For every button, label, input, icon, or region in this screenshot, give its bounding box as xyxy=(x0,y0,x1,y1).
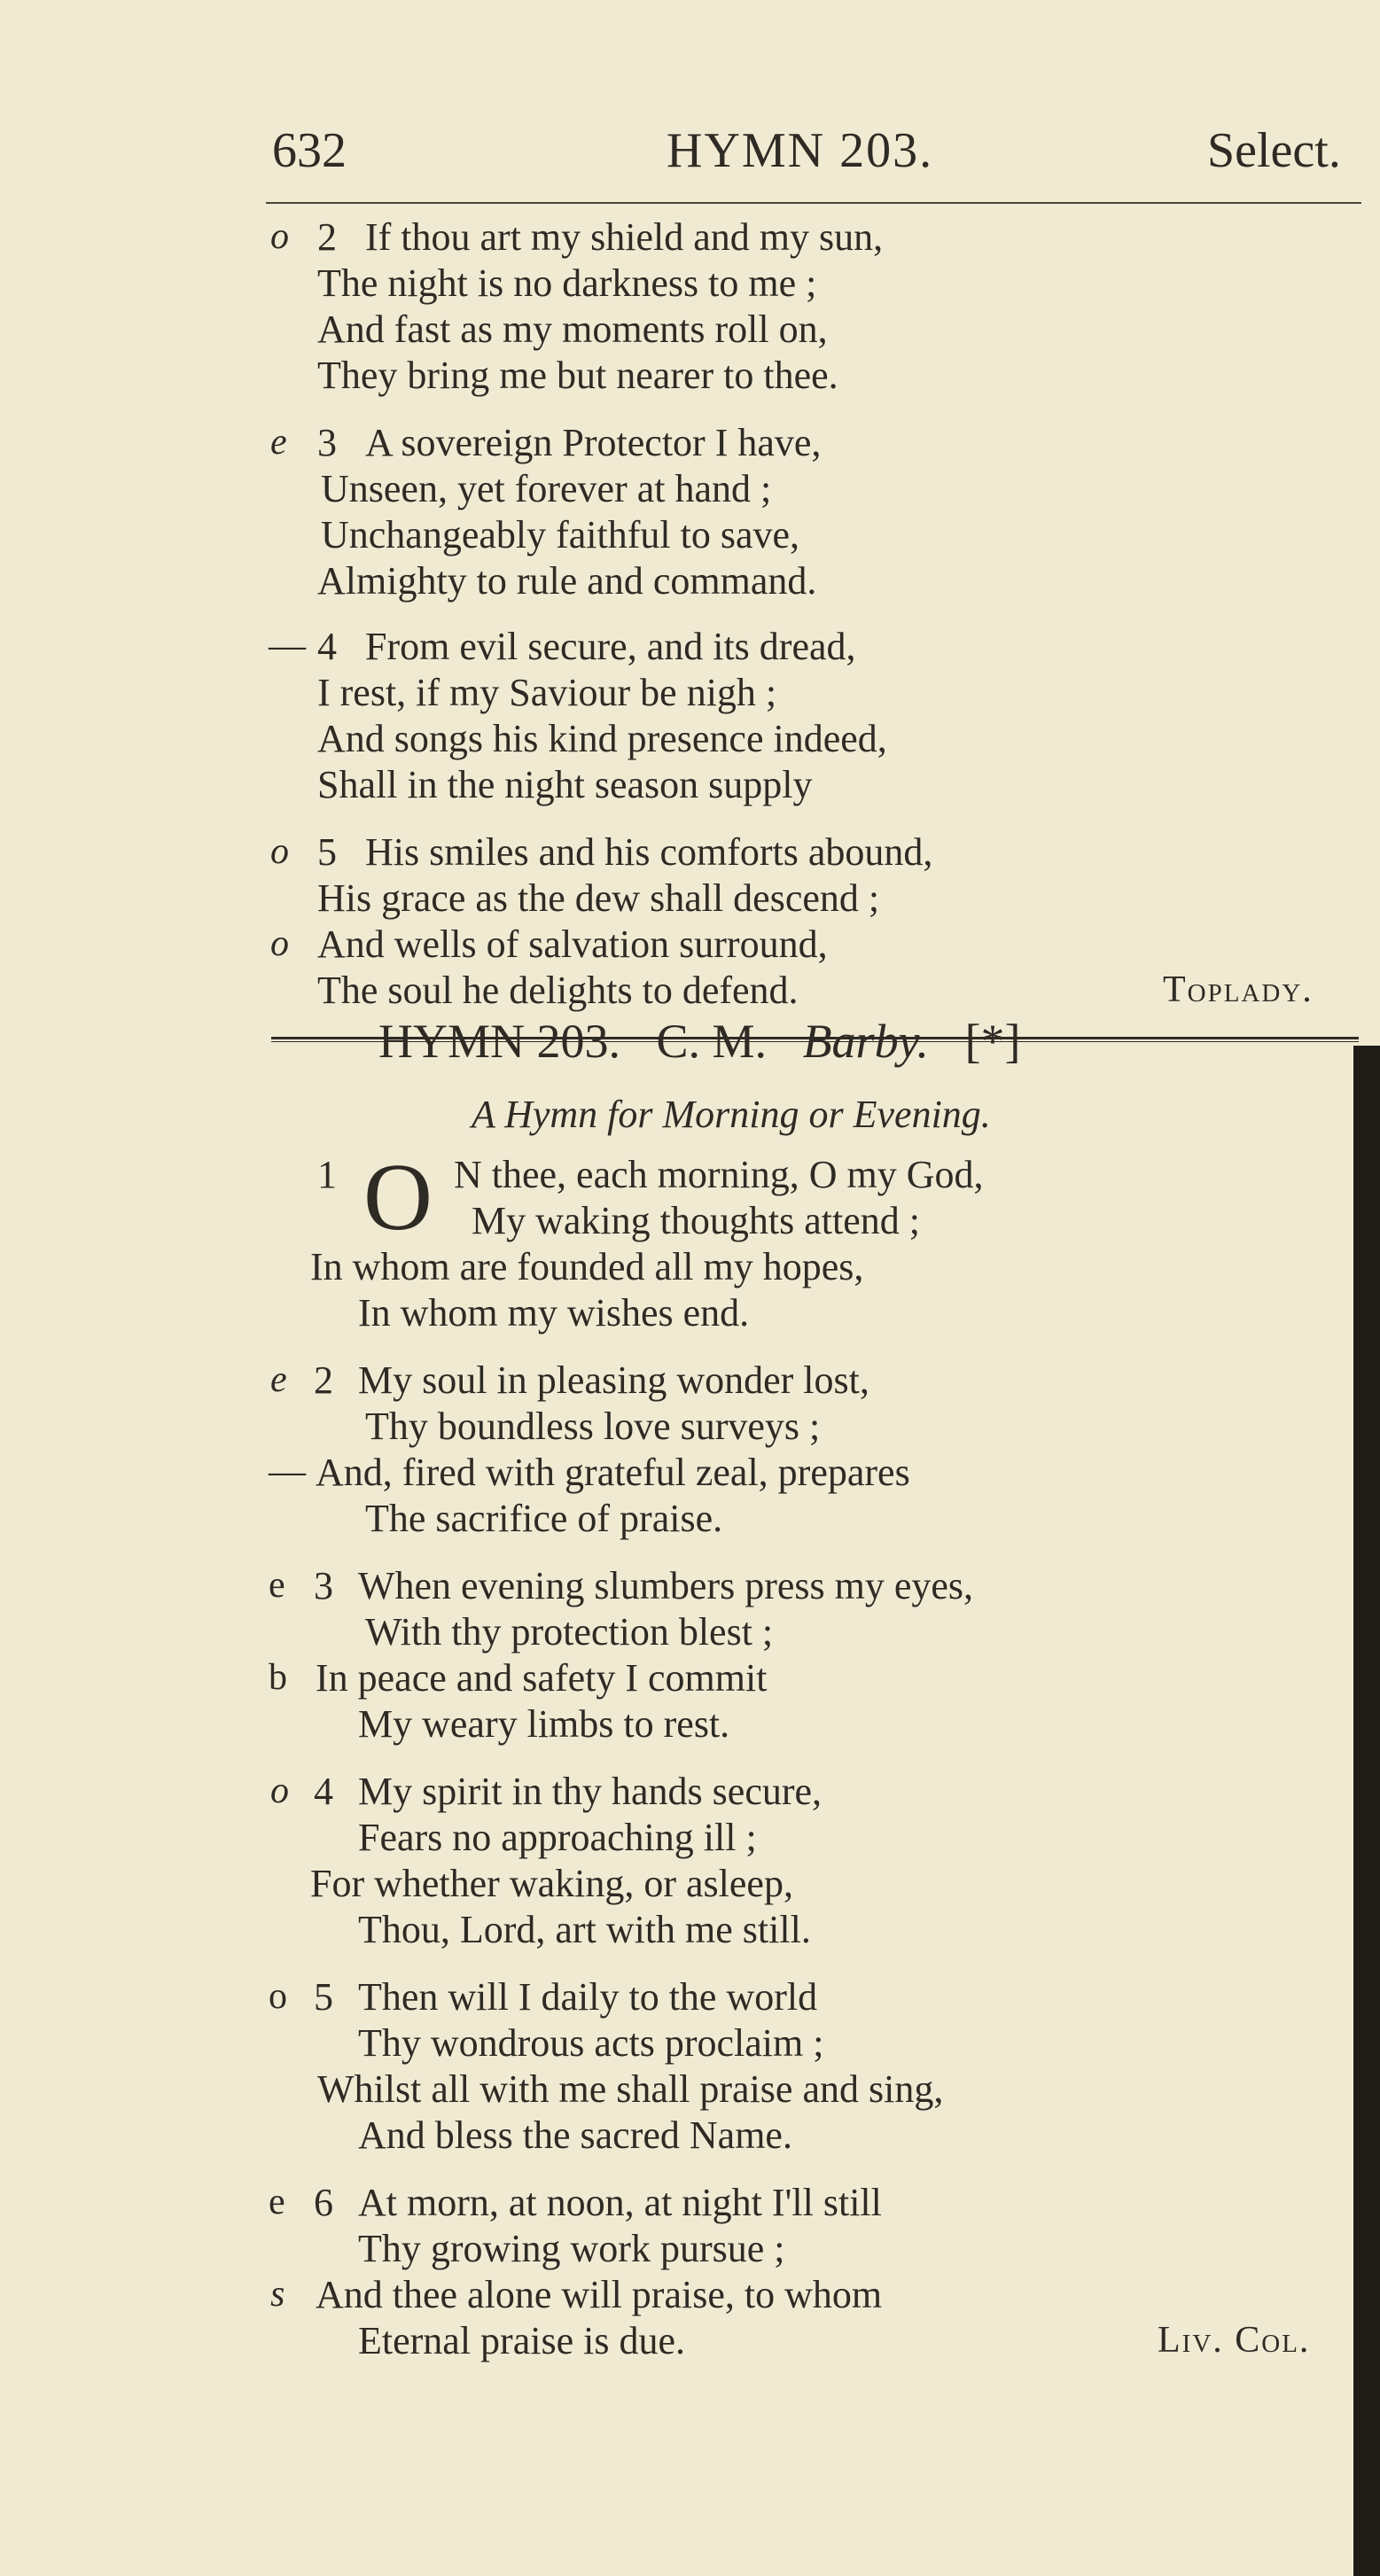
verse-number: 5 xyxy=(317,830,337,874)
page-number: 632 xyxy=(272,123,347,178)
dynamic-mark: o xyxy=(270,216,289,257)
dynamic-mark: o xyxy=(270,1771,289,1811)
author-attribution: Toplady. xyxy=(1163,969,1314,1010)
author-attribution: Liv. Col. xyxy=(1158,2320,1311,2361)
verse-line: From evil secure, and its dread, xyxy=(365,625,856,668)
verse-line: In whom are founded all my hopes, xyxy=(310,1245,864,1288)
verse-number: 3 xyxy=(317,421,337,464)
verse-number: 1 xyxy=(317,1153,337,1196)
verse-line: The night is no darkness to me ; xyxy=(317,261,817,305)
hymn-number: HYMN 203. xyxy=(378,1015,621,1068)
verse-line: In peace and safety I commit xyxy=(316,1656,768,1700)
verse-line: Thou, Lord, art with me still. xyxy=(358,1908,811,1951)
running-header xyxy=(0,122,1380,184)
verse-line: His grace as the dew shall descend ; xyxy=(317,876,880,920)
verse-line: And bless the sacred Name. xyxy=(358,2113,792,2157)
verse-line: The soul he delights to defend. xyxy=(317,969,799,1012)
verse-line: When evening slumbers press my eyes, xyxy=(358,1564,974,1607)
dynamic-mark: e xyxy=(269,1565,285,1606)
verse-number: 2 xyxy=(317,215,337,259)
dynamic-mark: e xyxy=(270,422,287,463)
verse-line: In whom my wishes end. xyxy=(358,1291,750,1335)
verse-line: My waking thoughts attend ; xyxy=(472,1199,920,1242)
verse-line: Shall in the night season supply xyxy=(317,763,813,806)
hymn-tune: Barby. xyxy=(802,1015,930,1068)
verse-line: Eternal praise is due. xyxy=(358,2319,685,2362)
verse-line: N thee, each morning, O my God, xyxy=(454,1153,984,1196)
header-rule xyxy=(266,202,1361,204)
verse-line: For whether waking, or asleep, xyxy=(310,1862,793,1905)
verse-line: The sacrifice of praise. xyxy=(365,1497,723,1540)
verse-line: Almighty to rule and command. xyxy=(317,559,817,603)
dynamic-mark: s xyxy=(270,2274,285,2315)
verse-number: 3 xyxy=(314,1564,333,1607)
verse-line: And fast as my moments roll on, xyxy=(317,307,828,351)
verse-line: I rest, if my Saviour be nigh ; xyxy=(317,671,777,714)
page-edge-shadow xyxy=(1353,1046,1380,2576)
header-section: Select. xyxy=(1207,123,1341,178)
verse-number: 5 xyxy=(314,1975,333,2019)
verse-line: They bring me but nearer to thee. xyxy=(317,354,838,397)
verse-line: Fears no approaching ill ; xyxy=(358,1816,757,1859)
verse-line: My spirit in thy hands secure, xyxy=(358,1770,823,1813)
verse-line: My weary limbs to rest. xyxy=(358,1702,730,1746)
dynamic-mark: e xyxy=(269,2182,285,2222)
dynamic-mark: e xyxy=(270,1359,287,1400)
verse-line: At morn, at noon, at night I'll still xyxy=(358,2181,882,2224)
dynamic-mark: — xyxy=(269,626,306,666)
verse-line: Thy boundless love surveys ; xyxy=(365,1405,821,1448)
verse-line: And wells of salvation surround, xyxy=(317,922,828,966)
verse-line: And songs his kind presence indeed, xyxy=(317,717,887,760)
verse-line: Then will I daily to the world xyxy=(358,1975,818,2019)
verse-line: And, fired with grateful zeal, prepares xyxy=(316,1451,910,1494)
drop-cap: O xyxy=(363,1145,433,1250)
verse-line: A sovereign Protector I have, xyxy=(365,421,822,464)
verse-line: Thy wondrous acts proclaim ; xyxy=(358,2021,824,2065)
verse-line: Thy growing work pursue ; xyxy=(358,2227,785,2270)
hymn-subtitle: A Hymn for Morning or Evening. xyxy=(472,1093,991,1136)
dynamic-mark: o xyxy=(270,923,289,964)
hymn-meter: C. M. xyxy=(656,1015,768,1068)
verse-line: Unchangeably faithful to save, xyxy=(321,513,800,556)
verse-number: 6 xyxy=(314,2181,333,2224)
verse-line: If thou art my shield and my sun, xyxy=(365,215,884,259)
verse-line: And thee alone will praise, to whom xyxy=(316,2273,883,2316)
hymn-note: [*] xyxy=(964,1015,1021,1068)
dynamic-mark: b xyxy=(269,1657,287,1698)
hymn-heading xyxy=(378,1015,1021,1068)
dynamic-mark: o xyxy=(269,1976,287,2017)
verse-line: His smiles and his comforts abound, xyxy=(365,830,933,874)
dynamic-mark: — xyxy=(269,1451,306,1492)
verse-number: 4 xyxy=(317,625,337,668)
verse-number: 2 xyxy=(314,1358,333,1402)
verse-line: Unseen, yet forever at hand ; xyxy=(321,467,772,510)
verse-line: Whilst all with me shall praise and sing, xyxy=(317,2067,944,2111)
header-title: HYMN 203. xyxy=(667,123,934,178)
verse-number: 4 xyxy=(314,1770,333,1813)
dynamic-mark: o xyxy=(270,831,289,872)
verse-line: My soul in pleasing wonder lost, xyxy=(358,1358,869,1402)
verse-line: With thy protection blest ; xyxy=(365,1610,774,1654)
